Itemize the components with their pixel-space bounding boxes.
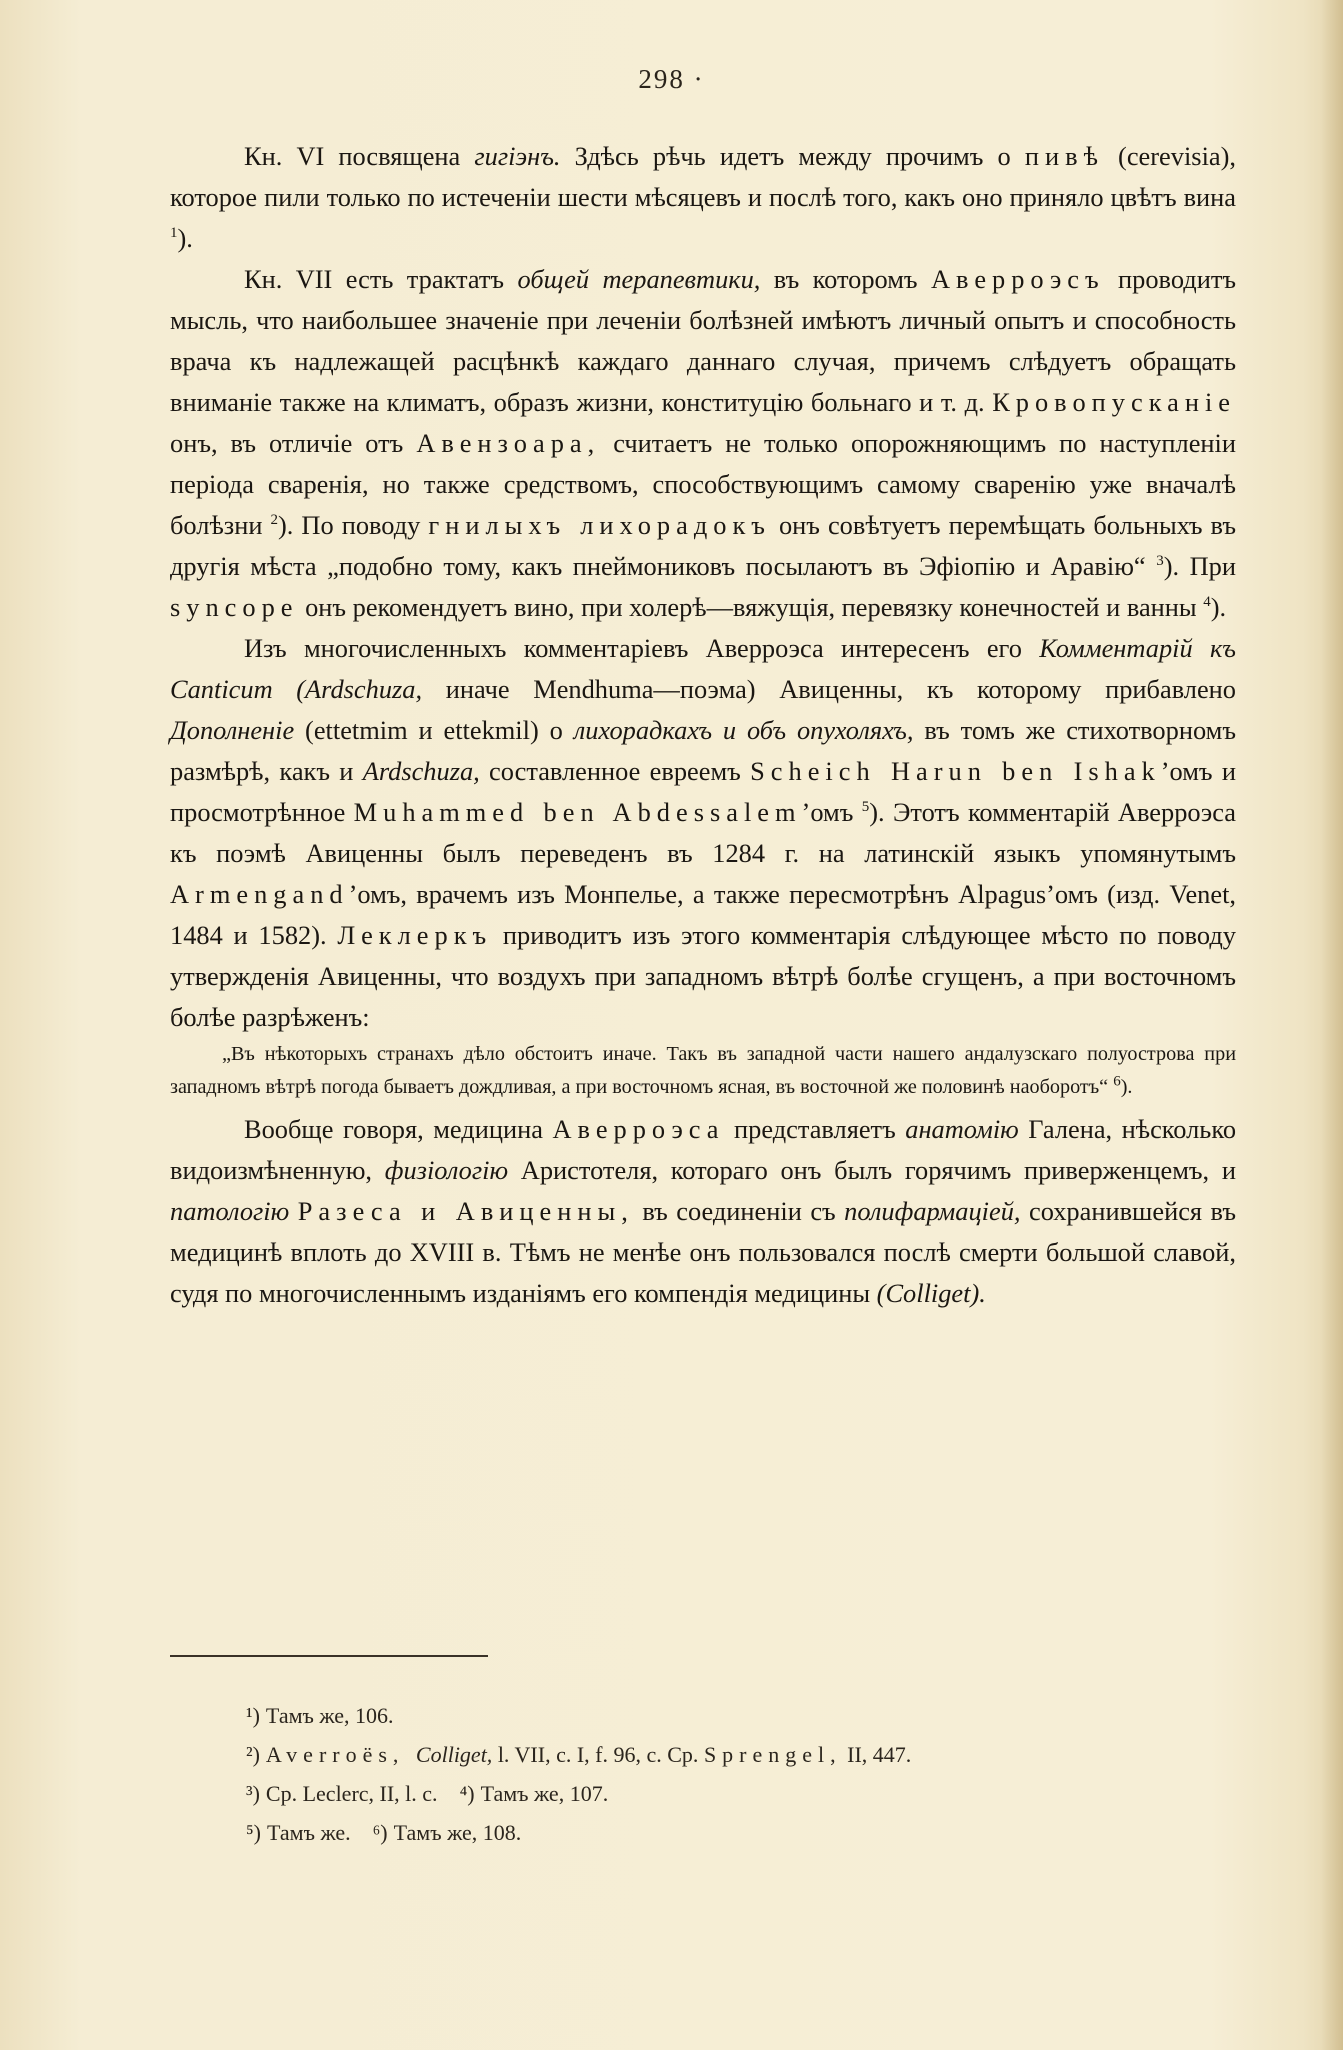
text-run: „Въ нѣкоторыхъ странахъ дѣло обстоитъ иначе. Такъ въ западной части нашего андалузскаго полуострова при западномъ вѣтрѣ погода бываетъ дождливая, а при восточномъ ясная, въ восточной же половинѣ наоборотъ“ — [170, 1043, 1236, 1098]
footnote-mark: ⁴) — [459, 1781, 475, 1806]
spaced-name: Averroës, — [265, 1742, 416, 1767]
spaced-name: Armengand — [170, 879, 349, 909]
text-run: сохранившейся въ медицинѣ вплоть до XVIII в. Тѣмъ не менѣе онъ пользовался послѣ смерти большой славой, судя по многочисленнымъ изданіямъ его компендія медицины — [170, 1196, 1236, 1308]
page-number: 298 · — [638, 64, 705, 94]
text-run: ). При — [1163, 551, 1236, 581]
spaced-term: гнилыхъ лихорадокъ — [428, 510, 771, 540]
footnote-ref: 1 — [170, 225, 178, 242]
page-edge-shadow — [1321, 0, 1343, 2050]
text-run: Здѣсь рѣчь идетъ между прочимъ о — [560, 141, 1025, 171]
footnote-text: Тамъ же, 106. — [265, 1703, 394, 1728]
block-quote — [170, 1038, 1236, 1104]
footnote-ref: 6 — [1113, 1073, 1121, 1090]
spaced-name: Разеса и Авиценны, — [297, 1196, 634, 1226]
text-run: приводитъ изъ этого комментарія слѣдующее мѣсто по поводу утвержденія Авиценны, что воздухъ при западномъ вѣтрѣ болѣе сгущенъ, а при восточномъ болѣе разрѣженъ: — [170, 920, 1236, 1032]
italic-term: Colliget, — [415, 1742, 493, 1767]
footnote-ref: 3 — [1156, 553, 1164, 570]
footnote-5-6 — [246, 1813, 1146, 1852]
text-run: ’омъ, врачемъ изъ Монпелье, а также пересмотрѣнъ Alpagus’омъ (изд. Venet, 1484 и 1582). — [170, 879, 1236, 950]
italic-term: анатомію — [905, 1114, 1019, 1144]
text-run: онъ рекомендуетъ вино, при холерѣ—вяжущія, перевязку конечностей и ванны — [298, 592, 1204, 622]
footnote-mark: ³) — [246, 1781, 260, 1806]
paragraph-book-6 — [170, 136, 1236, 259]
text-run: Кн. VI посвящена — [244, 141, 475, 171]
text-run: онъ, въ отличіе отъ — [170, 428, 417, 458]
text-run: Кн. VII есть трактатъ — [244, 264, 518, 294]
footnote-ref: 2 — [270, 512, 278, 529]
footnote-text: Тамъ же, 107. — [480, 1781, 609, 1806]
italic-term: патологію — [170, 1196, 290, 1226]
italic-term: физіологію — [384, 1155, 509, 1185]
text-run: ). — [177, 223, 193, 253]
spaced-name: Scheich Harun ben Ishak — [750, 756, 1161, 786]
text-run: Аристотеля, котораго онъ былъ горячимъ приверженцемъ, и — [508, 1155, 1236, 1185]
text-run: въ которомъ — [760, 264, 931, 294]
footnote-text: l. VII, c. I, f. 96, c. Cp. — [492, 1742, 704, 1767]
footnote-mark: ⁶) — [372, 1820, 388, 1845]
paragraph-summary — [170, 1109, 1236, 1314]
text-run: ). — [1120, 1076, 1133, 1098]
footnote-text: II, 447. — [841, 1742, 912, 1767]
text-run: ). — [1210, 592, 1227, 622]
footnotes — [246, 1696, 1146, 1852]
footnote-mark: ²) — [246, 1742, 260, 1767]
text-run: проводитъ мысль, что наибольшее значеніе при леченіи болѣзней имѣютъ личный опытъ и способность врача къ надлежащей расцѣнкѣ каждаго даннаго случая, причемъ слѣдуетъ обращать вниманіе также на климатъ, образъ жизни, конституцію больнаго и т. д. — [170, 264, 1237, 417]
footnote-1 — [246, 1696, 1146, 1735]
text-run: ). По поводу — [277, 510, 429, 540]
footnote-3-4 — [246, 1774, 1146, 1813]
spaced-name: Аверроэса — [552, 1114, 725, 1144]
body-text — [170, 136, 1236, 1314]
text-run: ’омъ — [801, 797, 862, 827]
text-run: представляетъ — [724, 1114, 906, 1144]
footnote-mark: ⁵) — [246, 1820, 261, 1845]
italic-term: общей терапевтики, — [517, 264, 761, 294]
text-run: Галена, нѣсколько видоизмѣненную, — [170, 1114, 1237, 1185]
italic-term: гигіэнъ. — [474, 141, 561, 171]
italic-term: (Colliget). — [876, 1278, 986, 1308]
spaced-name: Леклеркъ — [337, 920, 493, 950]
text-run: въ томъ же стихотворномъ размѣрѣ, какъ и — [170, 715, 1236, 786]
text-run: (ettetmim и ettekmil) о — [294, 715, 574, 745]
text-run — [289, 1196, 298, 1226]
text-run: онъ совѣтуетъ перемѣщать больныхъ въ другія мѣста „подобно тому, какъ пнеймониковъ посылаютъ въ Эфіопію и Аравію“ — [170, 510, 1236, 581]
spaced-term: Кровопусканіе — [992, 387, 1236, 417]
footnote-ref: 4 — [1203, 594, 1211, 611]
spaced-name: Аверроэсъ — [930, 264, 1105, 294]
text-run: иначе Mendhuma—поэма) Авиценны, къ которому прибавлено — [422, 674, 1237, 704]
text-run: Вообще говоря, медицина — [244, 1114, 553, 1144]
spaced-term: пивѣ — [1024, 141, 1104, 171]
italic-term: лихорадкахъ и объ опухоляхъ, — [573, 715, 914, 745]
footnote-mark: ¹) — [246, 1703, 260, 1728]
spaced-name: Sprengel, — [703, 1742, 842, 1767]
italic-term: полифармаціей, — [844, 1196, 1021, 1226]
text-run: ). Этотъ комментарій Аверроэса къ поэмѣ Авиценны былъ переведенъ въ 1284 г. на латинскій языкъ упомянутымъ — [170, 797, 1236, 868]
text-run: считаетъ не только опорожняющимъ по наступленіи періода сваренія, но также средствомъ, способствующимъ самому сваренію уже вначалѣ болѣзни — [170, 428, 1237, 540]
text-run: составленное евреемъ — [479, 756, 751, 786]
text-run: (cerevisia), которое пили только по истеченіи шести мѣсяцевъ и послѣ того, какъ оно приняло цвѣтъ вина — [170, 141, 1237, 212]
text-run: ’омъ и просмотрѣнное — [170, 756, 1236, 827]
italic-term: Комментарій къ Canticum (Ardschuza, — [170, 633, 1236, 704]
footnote-text: Cp. Leclerc, II, l. c. — [265, 1781, 438, 1806]
paragraph-book-7 — [170, 259, 1236, 628]
footnote-ref: 5 — [861, 799, 870, 816]
italic-term: Ardschuza, — [362, 756, 480, 786]
spaced-name: Авензоара, — [416, 428, 601, 458]
footnote-2 — [246, 1735, 1146, 1774]
spaced-name: Muhammed ben Abdessalem — [353, 797, 802, 827]
spaced-term: syncope — [170, 592, 299, 622]
text-run: въ соединеніи съ — [633, 1196, 845, 1226]
text-run: Изъ многочисленныхъ комментаріевъ Аверроэса интересенъ его — [244, 633, 1040, 663]
footnote-divider — [170, 1655, 488, 1657]
italic-term: Дополненіе — [170, 715, 295, 745]
footnote-text: Тамъ же. — [267, 1820, 351, 1845]
paragraph-commentaries — [170, 628, 1236, 1038]
footnote-text: Тамъ же, 108. — [393, 1820, 522, 1845]
